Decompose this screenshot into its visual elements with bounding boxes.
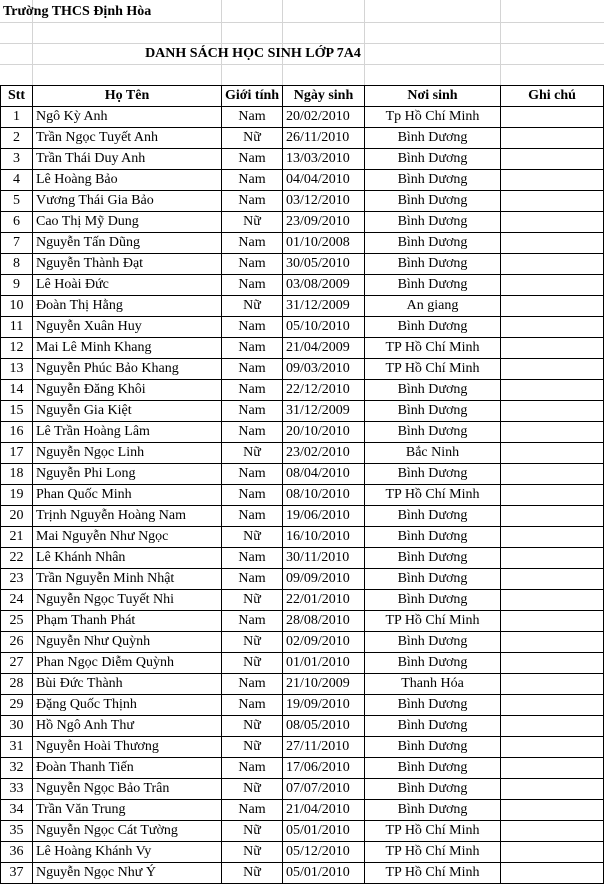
cell-gender[interactable]: Nữ xyxy=(222,737,283,758)
cell-dob[interactable]: 05/10/2010 xyxy=(283,317,365,338)
cell-dob[interactable]: 02/09/2010 xyxy=(283,632,365,653)
cell-gender[interactable]: Nam xyxy=(222,233,283,254)
cell-dob[interactable]: 16/10/2010 xyxy=(283,527,365,548)
gridline xyxy=(364,0,365,85)
cell-note[interactable] xyxy=(501,317,604,338)
table-row xyxy=(1,296,604,317)
cell-gender[interactable]: Nam xyxy=(222,506,283,527)
cell-dob[interactable]: 01/01/2010 xyxy=(283,653,365,674)
cell-note[interactable] xyxy=(501,779,604,800)
cell-stt[interactable]: 4 xyxy=(1,170,33,191)
cell-stt[interactable]: 8 xyxy=(1,254,33,275)
cell-dob[interactable]: 27/11/2010 xyxy=(283,737,365,758)
cell-note[interactable] xyxy=(501,527,604,548)
cell-dob[interactable]: 28/08/2010 xyxy=(283,611,365,632)
cell-gender[interactable]: Nữ xyxy=(222,716,283,737)
cell-gender[interactable]: Nam xyxy=(222,611,283,632)
cell-name[interactable]: Nguyễn Tấn Dũng xyxy=(33,233,222,254)
cell-place[interactable]: Bình Dương xyxy=(365,800,501,821)
table-row xyxy=(1,149,604,170)
cell-gender[interactable]: Nữ xyxy=(222,653,283,674)
column-header-dob[interactable]: Ngày sinh xyxy=(283,86,365,107)
table-row xyxy=(1,359,604,380)
cell-note[interactable] xyxy=(501,149,604,170)
cell-note[interactable] xyxy=(501,716,604,737)
cell-dob[interactable]: 26/11/2010 xyxy=(283,128,365,149)
cell-name[interactable]: Nguyễn Hoài Thương xyxy=(33,737,222,758)
cell-gender[interactable]: Nam xyxy=(222,107,283,128)
table-row xyxy=(1,338,604,359)
cell-gender[interactable]: Nữ xyxy=(222,863,283,884)
cell-note[interactable] xyxy=(501,569,604,590)
cell-place[interactable]: Bình Dương xyxy=(365,233,501,254)
cell-stt[interactable]: 37 xyxy=(1,863,33,884)
cell-dob[interactable]: 31/12/2009 xyxy=(283,401,365,422)
gridline xyxy=(221,0,222,85)
table-row xyxy=(1,380,604,401)
cell-gender[interactable]: Nam xyxy=(222,170,283,191)
table-row xyxy=(1,275,604,296)
cell-name[interactable]: Nguyễn Ngọc Linh xyxy=(33,443,222,464)
cell-dob[interactable]: 13/03/2010 xyxy=(283,149,365,170)
cell-stt[interactable]: 33 xyxy=(1,779,33,800)
cell-dob[interactable]: 04/04/2010 xyxy=(283,170,365,191)
cell-name[interactable]: Bùi Đức Thành xyxy=(33,674,222,695)
cell-gender[interactable]: Nam xyxy=(222,695,283,716)
cell-place[interactable]: Bình Dương xyxy=(365,737,501,758)
cell-dob[interactable]: 21/04/2009 xyxy=(283,338,365,359)
cell-note[interactable] xyxy=(501,359,604,380)
cell-name[interactable]: Nguyễn Ngọc Tuyết Nhi xyxy=(33,590,222,611)
cell-dob[interactable]: 05/01/2010 xyxy=(283,821,365,842)
table-row xyxy=(1,548,604,569)
table-row xyxy=(1,422,604,443)
cell-place[interactable]: Thanh Hóa xyxy=(365,674,501,695)
cell-place[interactable]: Bình Dương xyxy=(365,506,501,527)
cell-name[interactable]: Nguyễn Gia Kiệt xyxy=(33,401,222,422)
table-row xyxy=(1,128,604,149)
cell-note[interactable] xyxy=(501,422,604,443)
cell-gender[interactable]: Nam xyxy=(222,758,283,779)
cell-note[interactable] xyxy=(501,695,604,716)
cell-place[interactable]: Bình Dương xyxy=(365,464,501,485)
column-header-name[interactable]: Họ Tên xyxy=(33,86,222,107)
cell-dob[interactable]: 23/09/2010 xyxy=(283,212,365,233)
cell-stt[interactable]: 3 xyxy=(1,149,33,170)
cell-dob[interactable]: 09/09/2010 xyxy=(283,569,365,590)
cell-place[interactable]: Bình Dương xyxy=(365,380,501,401)
cell-place[interactable]: Bình Dương xyxy=(365,170,501,191)
cell-stt[interactable]: 11 xyxy=(1,317,33,338)
cell-place[interactable]: Bình Dương xyxy=(365,527,501,548)
cell-place[interactable]: Bình Dương xyxy=(365,212,501,233)
column-header-place[interactable]: Nơi sinh xyxy=(365,86,501,107)
cell-stt[interactable]: 27 xyxy=(1,653,33,674)
cell-note[interactable] xyxy=(501,233,604,254)
cell-place[interactable]: Bình Dương xyxy=(365,317,501,338)
table-row xyxy=(1,674,604,695)
cell-place[interactable]: Bình Dương xyxy=(365,569,501,590)
cell-note[interactable] xyxy=(501,443,604,464)
table-row xyxy=(1,716,604,737)
cell-place[interactable]: Bình Dương xyxy=(365,779,501,800)
table-row xyxy=(1,821,604,842)
cell-note[interactable] xyxy=(501,275,604,296)
cell-name[interactable]: Đoàn Thanh Tiến xyxy=(33,758,222,779)
cell-stt[interactable]: 17 xyxy=(1,443,33,464)
student-table xyxy=(0,85,604,884)
cell-dob[interactable]: 09/03/2010 xyxy=(283,359,365,380)
cell-gender[interactable]: Nam xyxy=(222,191,283,212)
cell-note[interactable] xyxy=(501,653,604,674)
table-row xyxy=(1,800,604,821)
cell-stt[interactable]: 5 xyxy=(1,191,33,212)
gridline xyxy=(0,64,604,65)
cell-name[interactable]: Trần Thái Duy Anh xyxy=(33,149,222,170)
cell-gender[interactable]: Nam xyxy=(222,800,283,821)
cell-gender[interactable]: Nam xyxy=(222,380,283,401)
cell-name[interactable]: Nguyễn Thành Đạt xyxy=(33,254,222,275)
cell-dob[interactable]: 08/10/2010 xyxy=(283,485,365,506)
cell-place[interactable]: TP Hồ Chí Minh xyxy=(365,821,501,842)
cell-note[interactable] xyxy=(501,737,604,758)
cell-place[interactable]: Bình Dương xyxy=(365,422,501,443)
cell-place[interactable]: TP Hồ Chí Minh xyxy=(365,842,501,863)
cell-dob[interactable]: 21/10/2009 xyxy=(283,674,365,695)
cell-stt[interactable]: 32 xyxy=(1,758,33,779)
cell-name[interactable]: Phan Quốc Minh xyxy=(33,485,222,506)
table-row xyxy=(1,737,604,758)
cell-place[interactable]: Bình Dương xyxy=(365,548,501,569)
cell-place[interactable]: TP Hồ Chí Minh xyxy=(365,485,501,506)
cell-stt[interactable]: 23 xyxy=(1,569,33,590)
cell-place[interactable]: TP Hồ Chí Minh xyxy=(365,863,501,884)
cell-dob[interactable]: 30/11/2010 xyxy=(283,548,365,569)
table-row xyxy=(1,191,604,212)
cell-place[interactable]: TP Hồ Chí Minh xyxy=(365,338,501,359)
cell-dob[interactable]: 19/06/2010 xyxy=(283,506,365,527)
cell-gender[interactable]: Nữ xyxy=(222,842,283,863)
cell-dob[interactable]: 08/05/2010 xyxy=(283,716,365,737)
gridline xyxy=(282,0,283,85)
cell-gender[interactable]: Nữ xyxy=(222,296,283,317)
cell-stt[interactable]: 31 xyxy=(1,737,33,758)
gridline xyxy=(500,0,501,85)
column-header-stt[interactable]: Stt xyxy=(1,86,33,107)
cell-dob[interactable]: 05/01/2010 xyxy=(283,863,365,884)
cell-gender[interactable]: Nữ xyxy=(222,779,283,800)
cell-stt[interactable]: 36 xyxy=(1,842,33,863)
cell-place[interactable]: Bình Dương xyxy=(365,128,501,149)
cell-note[interactable] xyxy=(501,863,604,884)
cell-name[interactable]: Nguyễn Phi Long xyxy=(33,464,222,485)
cell-dob[interactable]: 08/04/2010 xyxy=(283,464,365,485)
cell-name[interactable]: Nguyễn Đăng Khôi xyxy=(33,380,222,401)
cell-note[interactable] xyxy=(501,170,604,191)
cell-note[interactable] xyxy=(501,800,604,821)
cell-name[interactable]: Trần Văn Trung xyxy=(33,800,222,821)
cell-stt[interactable]: 13 xyxy=(1,359,33,380)
table-row xyxy=(1,506,604,527)
cell-note[interactable] xyxy=(501,758,604,779)
cell-gender[interactable]: Nam xyxy=(222,569,283,590)
cell-name[interactable]: Nguyễn Như Quỳnh xyxy=(33,632,222,653)
cell-gender[interactable]: Nam xyxy=(222,338,283,359)
table-row xyxy=(1,842,604,863)
cell-name[interactable]: Đoàn Thị Hằng xyxy=(33,296,222,317)
cell-gender[interactable]: Nữ xyxy=(222,632,283,653)
cell-stt[interactable]: 2 xyxy=(1,128,33,149)
cell-dob[interactable]: 20/10/2010 xyxy=(283,422,365,443)
cell-gender[interactable]: Nữ xyxy=(222,821,283,842)
cell-stt[interactable]: 10 xyxy=(1,296,33,317)
table-row xyxy=(1,695,604,716)
cell-stt[interactable]: 34 xyxy=(1,800,33,821)
cell-stt[interactable]: 29 xyxy=(1,695,33,716)
gridline xyxy=(0,22,604,23)
cell-note[interactable] xyxy=(501,506,604,527)
table-row xyxy=(1,485,604,506)
cell-place[interactable]: Bình Dương xyxy=(365,632,501,653)
cell-place[interactable]: Bình Dương xyxy=(365,149,501,170)
cell-note[interactable] xyxy=(501,254,604,275)
cell-place[interactable]: Bình Dương xyxy=(365,758,501,779)
cell-dob[interactable]: 22/12/2010 xyxy=(283,380,365,401)
cell-name[interactable]: Nguyễn Ngọc Như Ý xyxy=(33,863,222,884)
cell-note[interactable] xyxy=(501,464,604,485)
cell-note[interactable] xyxy=(501,128,604,149)
cell-name[interactable]: Nguyễn Phúc Bảo Khang xyxy=(33,359,222,380)
cell-place[interactable]: Bình Dương xyxy=(365,191,501,212)
table-row xyxy=(1,107,604,128)
cell-name[interactable]: Mai Nguyễn Như Ngọc xyxy=(33,527,222,548)
cell-note[interactable] xyxy=(501,842,604,863)
cell-note[interactable] xyxy=(501,590,604,611)
cell-name[interactable]: Nguyễn Ngọc Cát Tường xyxy=(33,821,222,842)
cell-stt[interactable]: 9 xyxy=(1,275,33,296)
cell-name[interactable]: Hồ Ngô Anh Thư xyxy=(33,716,222,737)
cell-place[interactable]: Bình Dương xyxy=(365,695,501,716)
cell-note[interactable] xyxy=(501,296,604,317)
cell-stt[interactable]: 6 xyxy=(1,212,33,233)
cell-gender[interactable]: Nam xyxy=(222,548,283,569)
cell-stt[interactable]: 35 xyxy=(1,821,33,842)
cell-gender[interactable]: Nam xyxy=(222,275,283,296)
table-row xyxy=(1,233,604,254)
table-row xyxy=(1,590,604,611)
cell-gender[interactable]: Nam xyxy=(222,359,283,380)
table-header-row xyxy=(1,86,604,107)
cell-stt[interactable]: 16 xyxy=(1,422,33,443)
cell-name[interactable]: Cao Thị Mỹ Dung xyxy=(33,212,222,233)
column-header-note[interactable]: Ghi chú xyxy=(501,86,604,107)
cell-stt[interactable]: 18 xyxy=(1,464,33,485)
cell-dob[interactable]: 20/02/2010 xyxy=(283,107,365,128)
cell-stt[interactable]: 19 xyxy=(1,485,33,506)
cell-name[interactable]: Vương Thái Gia Bảo xyxy=(33,191,222,212)
cell-name[interactable]: Nguyễn Ngọc Bảo Trân xyxy=(33,779,222,800)
table-row xyxy=(1,212,604,233)
table-row xyxy=(1,317,604,338)
cell-gender[interactable]: Nữ xyxy=(222,128,283,149)
cell-name[interactable]: Lê Hoàng Bảo xyxy=(33,170,222,191)
cell-dob[interactable]: 17/06/2010 xyxy=(283,758,365,779)
cell-name[interactable]: Trần Ngọc Tuyết Anh xyxy=(33,128,222,149)
cell-stt[interactable]: 15 xyxy=(1,401,33,422)
cell-dob[interactable]: 30/05/2010 xyxy=(283,254,365,275)
cell-dob[interactable]: 23/02/2010 xyxy=(283,443,365,464)
cell-note[interactable] xyxy=(501,485,604,506)
table-row xyxy=(1,527,604,548)
cell-name[interactable]: Lê Khánh Nhân xyxy=(33,548,222,569)
table-row xyxy=(1,758,604,779)
cell-name[interactable]: Trần Nguyễn Minh Nhật xyxy=(33,569,222,590)
cell-gender[interactable]: Nam xyxy=(222,422,283,443)
cell-stt[interactable]: 28 xyxy=(1,674,33,695)
cell-gender[interactable]: Nam xyxy=(222,485,283,506)
cell-dob[interactable]: 03/12/2010 xyxy=(283,191,365,212)
table-row xyxy=(1,464,604,485)
cell-stt[interactable]: 24 xyxy=(1,590,33,611)
cell-dob[interactable]: 01/10/2008 xyxy=(283,233,365,254)
cell-note[interactable] xyxy=(501,380,604,401)
cell-name[interactable]: Đặng Quốc Thịnh xyxy=(33,695,222,716)
cell-name[interactable]: Mai Lê Minh Khang xyxy=(33,338,222,359)
cell-name[interactable]: Lê Hoài Đức xyxy=(33,275,222,296)
cell-stt[interactable]: 14 xyxy=(1,380,33,401)
cell-place[interactable]: TP Hồ Chí Minh xyxy=(365,359,501,380)
cell-dob[interactable]: 05/12/2010 xyxy=(283,842,365,863)
cell-dob[interactable]: 22/01/2010 xyxy=(283,590,365,611)
table-row xyxy=(1,569,604,590)
cell-place[interactable]: Bình Dương xyxy=(365,716,501,737)
cell-stt[interactable]: 20 xyxy=(1,506,33,527)
cell-place[interactable]: TP Hồ Chí Minh xyxy=(365,611,501,632)
cell-place[interactable]: Bình Dương xyxy=(365,275,501,296)
cell-note[interactable] xyxy=(501,821,604,842)
cell-gender[interactable]: Nữ xyxy=(222,443,283,464)
table-row xyxy=(1,653,604,674)
cell-name[interactable]: Trịnh Nguyễn Hoàng Nam xyxy=(33,506,222,527)
school-name: Trường THCS Định Hòa xyxy=(3,4,152,19)
cell-gender[interactable]: Nam xyxy=(222,317,283,338)
table-row xyxy=(1,254,604,275)
cell-note[interactable] xyxy=(501,548,604,569)
cell-place[interactable]: Bắc Ninh xyxy=(365,443,501,464)
cell-place[interactable]: Bình Dương xyxy=(365,653,501,674)
cell-gender[interactable]: Nam xyxy=(222,401,283,422)
cell-dob[interactable]: 21/04/2010 xyxy=(283,800,365,821)
cell-note[interactable] xyxy=(501,107,604,128)
cell-note[interactable] xyxy=(501,338,604,359)
cell-note[interactable] xyxy=(501,191,604,212)
cell-gender[interactable]: Nữ xyxy=(222,590,283,611)
cell-gender[interactable]: Nam xyxy=(222,464,283,485)
cell-stt[interactable]: 26 xyxy=(1,632,33,653)
column-header-gender[interactable]: Giới tính xyxy=(222,86,283,107)
cell-dob[interactable]: 03/08/2009 xyxy=(283,275,365,296)
cell-note[interactable] xyxy=(501,401,604,422)
cell-gender[interactable]: Nam xyxy=(222,149,283,170)
cell-name[interactable]: Lê Trần Hoàng Lâm xyxy=(33,422,222,443)
table-row xyxy=(1,401,604,422)
cell-dob[interactable]: 19/09/2010 xyxy=(283,695,365,716)
table-row xyxy=(1,611,604,632)
cell-place[interactable]: Bình Dương xyxy=(365,590,501,611)
page-title xyxy=(0,44,500,64)
cell-dob[interactable]: 07/07/2010 xyxy=(283,779,365,800)
cell-name[interactable]: Nguyễn Xuân Huy xyxy=(33,317,222,338)
cell-place[interactable]: Tp Hồ Chí Minh xyxy=(365,107,501,128)
cell-name[interactable]: Phạm Thanh Phát xyxy=(33,611,222,632)
cell-gender[interactable]: Nữ xyxy=(222,527,283,548)
cell-stt[interactable]: 25 xyxy=(1,611,33,632)
cell-stt[interactable]: 7 xyxy=(1,233,33,254)
cell-name[interactable]: Lê Hoàng Khánh Vy xyxy=(33,842,222,863)
cell-gender[interactable]: Nữ xyxy=(222,212,283,233)
cell-name[interactable]: Ngô Kỳ Anh xyxy=(33,107,222,128)
cell-place[interactable]: Bình Dương xyxy=(365,254,501,275)
table-row xyxy=(1,779,604,800)
cell-note[interactable] xyxy=(501,632,604,653)
cell-stt[interactable]: 30 xyxy=(1,716,33,737)
cell-place[interactable]: Bình Dương xyxy=(365,401,501,422)
cell-note[interactable] xyxy=(501,674,604,695)
cell-name[interactable]: Phan Ngọc Diễm Quỳnh xyxy=(33,653,222,674)
cell-dob[interactable]: 31/12/2009 xyxy=(283,296,365,317)
table-row xyxy=(1,170,604,191)
student-rows xyxy=(1,107,604,884)
cell-gender[interactable]: Nam xyxy=(222,674,283,695)
table-row xyxy=(1,863,604,884)
cell-stt[interactable]: 21 xyxy=(1,527,33,548)
page-title-text: DANH SÁCH HỌC SINH LỚP 7A4 xyxy=(145,46,361,61)
cell-place[interactable]: An giang xyxy=(365,296,501,317)
cell-note[interactable] xyxy=(501,212,604,233)
cell-stt[interactable]: 22 xyxy=(1,548,33,569)
table-row xyxy=(1,443,604,464)
cell-stt[interactable]: 1 xyxy=(1,107,33,128)
cell-gender[interactable]: Nam xyxy=(222,254,283,275)
cell-stt[interactable]: 12 xyxy=(1,338,33,359)
table-row xyxy=(1,632,604,653)
cell-note[interactable] xyxy=(501,611,604,632)
